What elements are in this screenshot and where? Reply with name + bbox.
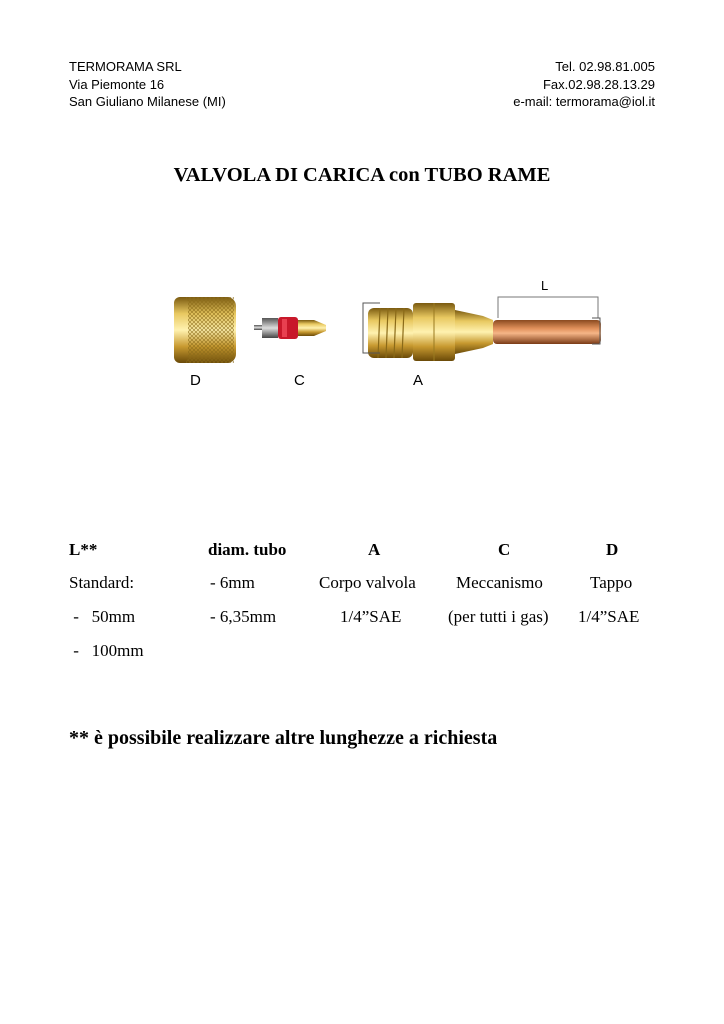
custom-length-note: ** è possibile realizzare altre lunghezze a richiesta — [69, 727, 498, 749]
company-phone: Tel. 02.98.81.005 — [555, 59, 655, 74]
label-l: L — [541, 278, 549, 293]
header-d: D — [606, 540, 619, 559]
valve-core-part-c — [254, 317, 326, 339]
header-c: C — [498, 540, 511, 559]
header-l: L** — [69, 540, 98, 559]
row1-d: Tappo — [590, 573, 633, 592]
row2-l: - 50mm — [69, 607, 136, 626]
valve-body-part-a — [368, 303, 601, 361]
row2-a: 1/4”SAE — [340, 607, 402, 626]
row2-c: (per tutti i gas) — [448, 607, 549, 626]
row1-l: Standard: — [69, 573, 135, 592]
company-email[interactable]: e-mail: termorama@iol.it — [513, 94, 655, 109]
row2-d: 1/4”SAE — [578, 607, 640, 626]
row1-diam: - 6mm — [210, 573, 255, 592]
label-d: D — [190, 372, 201, 389]
header-a: A — [368, 540, 381, 559]
page-title: VALVOLA DI CARICA con TUBO RAME — [173, 164, 551, 186]
row3-l: - 100mm — [69, 641, 144, 660]
company-name: TERMORAMA SRL — [69, 59, 182, 74]
company-street: Via Piemonte 16 — [69, 76, 165, 92]
row1-c: Meccanismo — [456, 573, 543, 592]
product-photo — [158, 270, 633, 402]
company-address-block — [69, 58, 226, 111]
valve-assembly-illustration — [158, 270, 633, 402]
header-diam: diam. tubo — [208, 540, 287, 559]
label-c: C — [294, 372, 305, 389]
company-city: San Giuliano Milanese (MI) — [69, 94, 226, 109]
label-a: A — [413, 372, 424, 389]
company-fax: Fax.02.98.28.13.29 — [542, 76, 655, 92]
company-contact-block — [513, 58, 655, 111]
row2-diam: - 6,35mm — [210, 607, 277, 626]
cap-part-d — [174, 297, 236, 363]
row1-a: Corpo valvola — [319, 573, 416, 592]
